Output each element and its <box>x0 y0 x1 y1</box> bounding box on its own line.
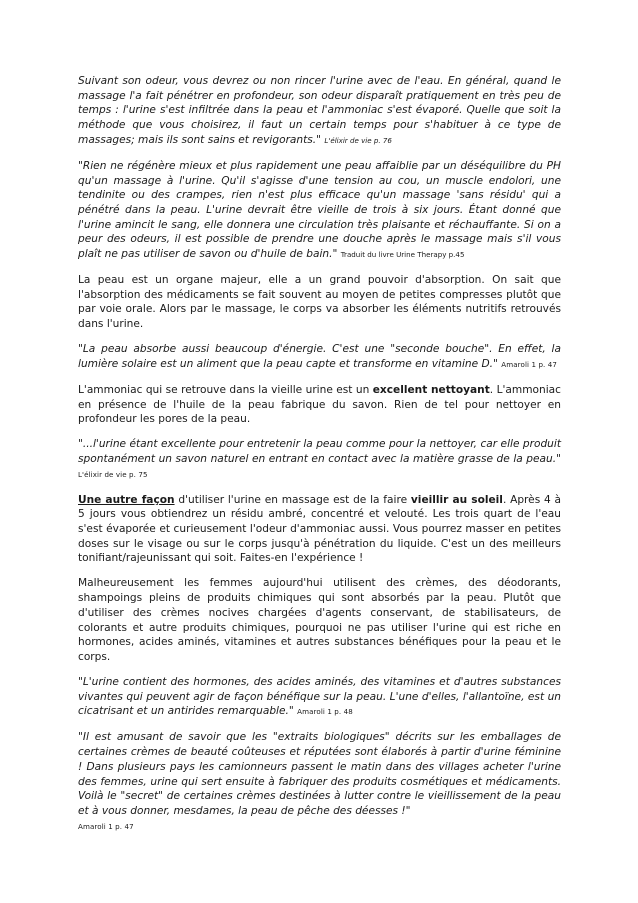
body-text: . Après 4 à 5 jours vous obtiendrez un résidu ambré, concentré et velouté. Les trois quart de l'eau s'est évaporée et curieusement l'odeur d'ammoniac aussi. Vous pourrez masser en petites doses sur le visage ou sur le corps jusqu'à pénétration du liquide. C'est un des meilleurs tonifiant/rajeunissant qui soit. Faites-en l'expérience ! <box>78 493 562 565</box>
source-citation: L'élixir de vie p. 76 <box>324 135 392 145</box>
bold-underlined-text: Une autre façon <box>78 493 175 506</box>
quote-text: Suivant son odeur, vous devrez ou non rincer l'urine avec de l'eau. En général, quand le massage l'a fait pénétrer en profondeur, son odeur disparaît pratiquement en très peu de temps : l'urine s'est infiltrée dans la peau et l'ammoniac s'est évaporé. Quelle que soit la méthode que vous choisirez, il faut un certain temps pour s'habituer à ce type de massages; mais ils sont sains et revigorants." <box>78 75 561 146</box>
source-citation: Amaroli 1 p. 48 <box>297 707 353 717</box>
bold-text: excellent nettoyant <box>372 383 490 396</box>
quote-paragraph-savon-naturel <box>78 437 561 482</box>
body-paragraph-absorption <box>78 273 561 332</box>
body-paragraph-cremes <box>78 576 561 664</box>
source-citation: Traduit du livre Urine Therapy p.45 <box>340 250 465 260</box>
body-paragraph-vieillir-soleil <box>78 493 561 567</box>
source-citation: Amaroli 1 p. 47 <box>78 821 134 831</box>
quote-paragraph-extraits-biologiques <box>78 730 561 834</box>
quote-text: "Rien ne régénère mieux et plus rapidement une peau affaiblie par un déséquilibre du PH qu'un massage à l'urine. Qu'il s'agisse d'une tension au cou, un muscle endolori, une tendinite ou des crampes, rien n'est plus efficace qu'un massage 'sans résidu' qui a pénétré dans la peau. L'urine devrait être vieille de trois à six jours. Étant donné que l'urine amincit le sang, elle donnera une circulation très plaisante et réchauffante. Si on a peur des odeurs, il est possible de prendre une douche après le massage mais s'il vous plaît ne pas utiliser de savon ou d'huile de bain." <box>78 159 561 261</box>
document-page <box>78 74 561 834</box>
quote-text: "L'urine contient des hormones, des acides aminés, des vitamines et d'autres substances vivantes qui peuvent agir de façon bénéfique sur la peau. L'une d'elles, l'allantoïne, est un cicatrisant et un antirides remarquable." <box>78 675 561 718</box>
body-text: Malheureusement les femmes aujourd'hui utilisent des crèmes, des déodorants, shampoings pleins de produits chimiques qui sont absorbés par la peau. Plutôt que d'utiliser des crèmes nocives chargées d'agents conservant, de stabilisateurs, de colorants et autre produits chimiques, pourquoi ne pas utiliser l'urine qui est riche en hormones, acides aminés, vitamines et autres substances bénéfiques pour la peau et le corps. <box>78 577 561 663</box>
source-citation: L'élixir de vie p. 75 <box>78 469 148 479</box>
body-text: . L'ammoniac en présence de l'huile de la peau fabrique du savon. Rien de tel pour nettoyer en profondeur les pores de la peau. <box>78 383 561 426</box>
body-text: d'utiliser l'urine en massage est de la faire <box>174 493 411 506</box>
quote-text: "Il est amusant de savoir que les "extraits biologiques" décrits sur les emballages de certaines crèmes de beauté coûteuses et réputées sont élaborés à partir d'urine féminine ! Dans plusieurs pays les camionneurs passent le matin dans des villages acheter l'urine des femmes, urine qui sert ensuite à fabriquer des produits cosmétiques et médicaments. Voilà le "secret" de certaines crèmes destinées à lutter contre le vieillissement de la peau et à vous donner, mesdames, la peau de pêche des déesses !" <box>78 731 561 817</box>
quote-paragraph-massage-odeur <box>78 74 561 149</box>
quote-text: "...l'urine étant excellente pour entretenir la peau comme pour la nettoyer, car elle produit spontanément un savon naturel en entrant en contact avec la matière grasse de la peau." <box>78 438 561 465</box>
body-text: L'ammoniac qui se retrouve dans la vieille urine est un <box>78 383 373 396</box>
body-text: La peau est un organe majeur, elle a un grand pouvoir d'absorption. On sait que l'absorption des médicaments se fait souvent au moyen de petites compresses plutôt que par voie orale. Alors par le massage, le corps va absorber les éléments nutritifs retrouvés dans l'urine. <box>78 274 561 331</box>
source-citation: Amaroli 1 p. 47 <box>501 359 557 369</box>
quote-paragraph-regenere <box>78 159 561 263</box>
quote-paragraph-hormones <box>78 675 561 720</box>
body-paragraph-ammoniac <box>78 383 561 427</box>
quote-text: "La peau absorbe aussi beaucoup d'énergie. C'est une "seconde bouche". En effet, la lumière solaire est un aliment que la peau capte et transforme en vitamine D." <box>78 343 561 370</box>
bold-text: vieillir au soleil <box>410 493 503 506</box>
quote-paragraph-energie <box>78 342 561 372</box>
